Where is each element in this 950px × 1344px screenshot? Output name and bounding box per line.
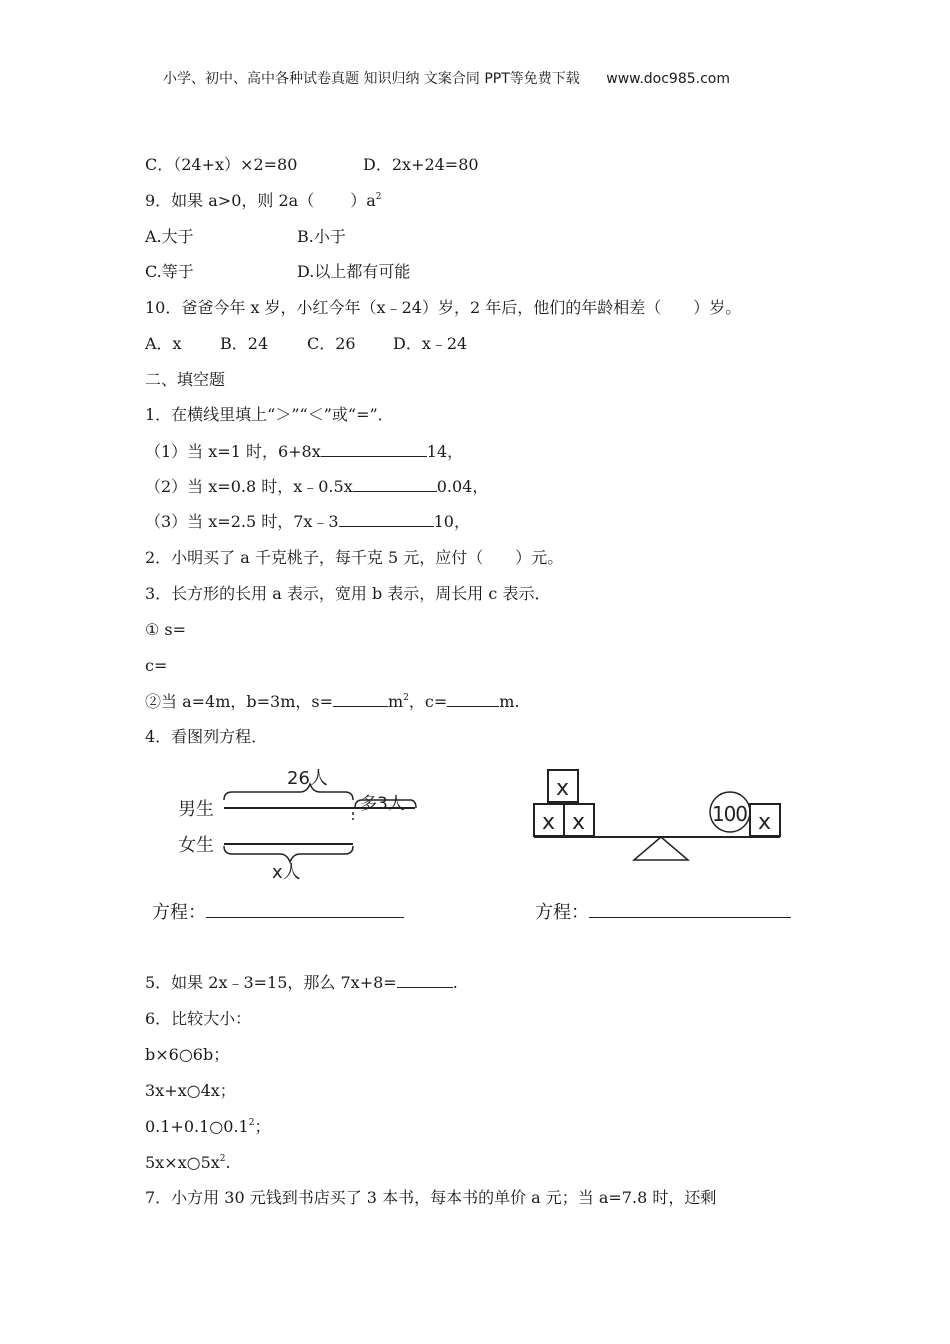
q9-stem-post: ）a [350,191,376,210]
fig1-girls-label: 女生 [178,835,214,856]
f4-equation-2 [535,900,791,923]
q8-option-c: C．（24+x）×2=80 [145,155,298,174]
f1-part3-blank[interactable] [339,512,434,527]
q10-option-d: D．x﹣24 [393,334,468,353]
page-header [163,69,730,89]
f1-part2 [145,477,488,497]
q10-option-a: A．x [145,334,182,353]
f5-blank[interactable] [397,973,453,988]
f1-part2-pre: （2）当 x=0.8 时，x﹣0.5x [145,477,353,496]
f4-stem: 4．看图列方程． [145,727,268,746]
f3-c-line: c= [145,656,168,675]
q10-options [145,334,468,354]
f1-part1-blank[interactable] [321,442,427,457]
f1-part3-pre: （3）当 x=2.5 时，7x﹣3 [145,512,339,531]
f4-equation-1-label: 方程： [152,902,206,923]
f5-post: . [452,973,458,992]
f4-figure-segments [170,762,430,884]
f5-pre: 5．如果 2x﹣3=15，那么 7x+8= [145,973,397,992]
q9-option-c: C.等于 [145,262,194,281]
f6-line3-pre: 0.1+0.1○0.1 [145,1117,249,1136]
q9-option-d: D.以上都有可能 [297,262,411,281]
f1-stem: 1．在横线里填上“＞”“＜”或“=”． [145,405,394,424]
q10-option-c: C．26 [307,334,356,353]
f4-equation-2-blank[interactable] [589,900,791,918]
f3-part2-mid: ，c= [408,692,448,711]
f6-line3 [145,1117,270,1137]
f4-equation-1 [152,900,404,923]
f4-equation-2-label: 方程： [535,902,589,923]
balance-fulcrum [634,837,688,860]
q9-options-cd [145,262,411,282]
balance-box-right-label: x [758,810,772,835]
balance-box-middle-label: x [572,810,586,835]
fig1-bottom-brace [224,846,353,862]
q10-option-b: B．24 [220,334,269,353]
header-site-link[interactable]: www.doc985.com [606,71,730,87]
header-text: 小学、初中、高中各种试卷真题 知识归纳 文案合同 PPT等免费下载 [163,71,580,87]
f4-equation-1-blank[interactable] [206,900,404,918]
f3-s-line: ① s= [145,620,187,639]
f6-line2: 3x+x○4x； [145,1081,236,1100]
f6-line4-post: . [225,1153,231,1172]
q9-option-b: B.小于 [297,227,346,246]
q9-stem [145,191,381,211]
balance-box-left-label: x [542,810,556,835]
f3-unit-sup: 2 [403,693,409,703]
f1-part3-post: 10， [433,512,470,531]
q10-stem: 10．爸爸今年 x 岁，小红今年（x﹣24）岁，2 年后，他们的年龄相差（ ）岁。 [145,298,742,317]
f6-line4-pre: 5x×x○5x [145,1153,220,1172]
q8-option-d: D．2x+24=80 [363,155,479,174]
q9-option-a: A.大于 [145,227,194,246]
q9-stem-pre: 9．如果 a>0，则 2a（ [145,191,315,210]
f3-part2-end: m. [499,692,520,711]
f7-stem: 7．小方用 30 元钱到书店买了 3 本书，每本书的单价 a 元；当 a=7.8 时，还剩 [145,1188,717,1207]
f3-part2-pre: ②当 a=4m，b=3m，s= [145,692,334,711]
f1-part2-post: 0.04， [436,477,489,496]
f1-part1-pre: （1）当 x=1 时，6+8x [145,442,321,461]
f5-stem [145,973,458,993]
f6-line3-post: ； [254,1117,271,1136]
f6-stem: 6．比较大小： [145,1009,252,1028]
f3-c-blank[interactable] [447,692,499,707]
f3-stem: 3．长方形的长用 a 表示，宽用 b 表示，周长用 c 表示． [145,584,551,603]
q8-options-cd [145,155,479,175]
balance-weight-label: 100 [712,802,748,826]
section2-title: 二、填空题 [145,370,226,389]
f1-part2-blank[interactable] [353,477,437,492]
q9-sup: 2 [375,192,382,202]
f6-line1: b×6○6b； [145,1045,230,1064]
f6-line3-sup: 2 [248,1118,255,1128]
f3-unit-m: m [388,692,404,711]
f1-part1 [145,442,463,462]
fig1-boys-label: 男生 [178,799,214,820]
balance-box-top-label: x [556,776,570,801]
f6-line4-sup: 2 [219,1154,226,1164]
f1-part1-post: 14， [426,442,464,461]
f2-stem: 2．小明买了 a 千克桃子，每千克 5 元，应付（ ）元。 [145,548,564,567]
fig1-more-label: 多3人 [360,794,405,814]
fig1-total-label: 26人 [287,768,328,789]
q9-options-ab [145,227,346,247]
f6-line4 [145,1153,231,1173]
f4-figure-balance [530,764,790,864]
fig1-x-label: x人 [272,862,301,883]
f3-s-blank[interactable] [333,692,388,707]
f3-part2 [145,692,520,712]
f1-part3 [145,512,470,532]
